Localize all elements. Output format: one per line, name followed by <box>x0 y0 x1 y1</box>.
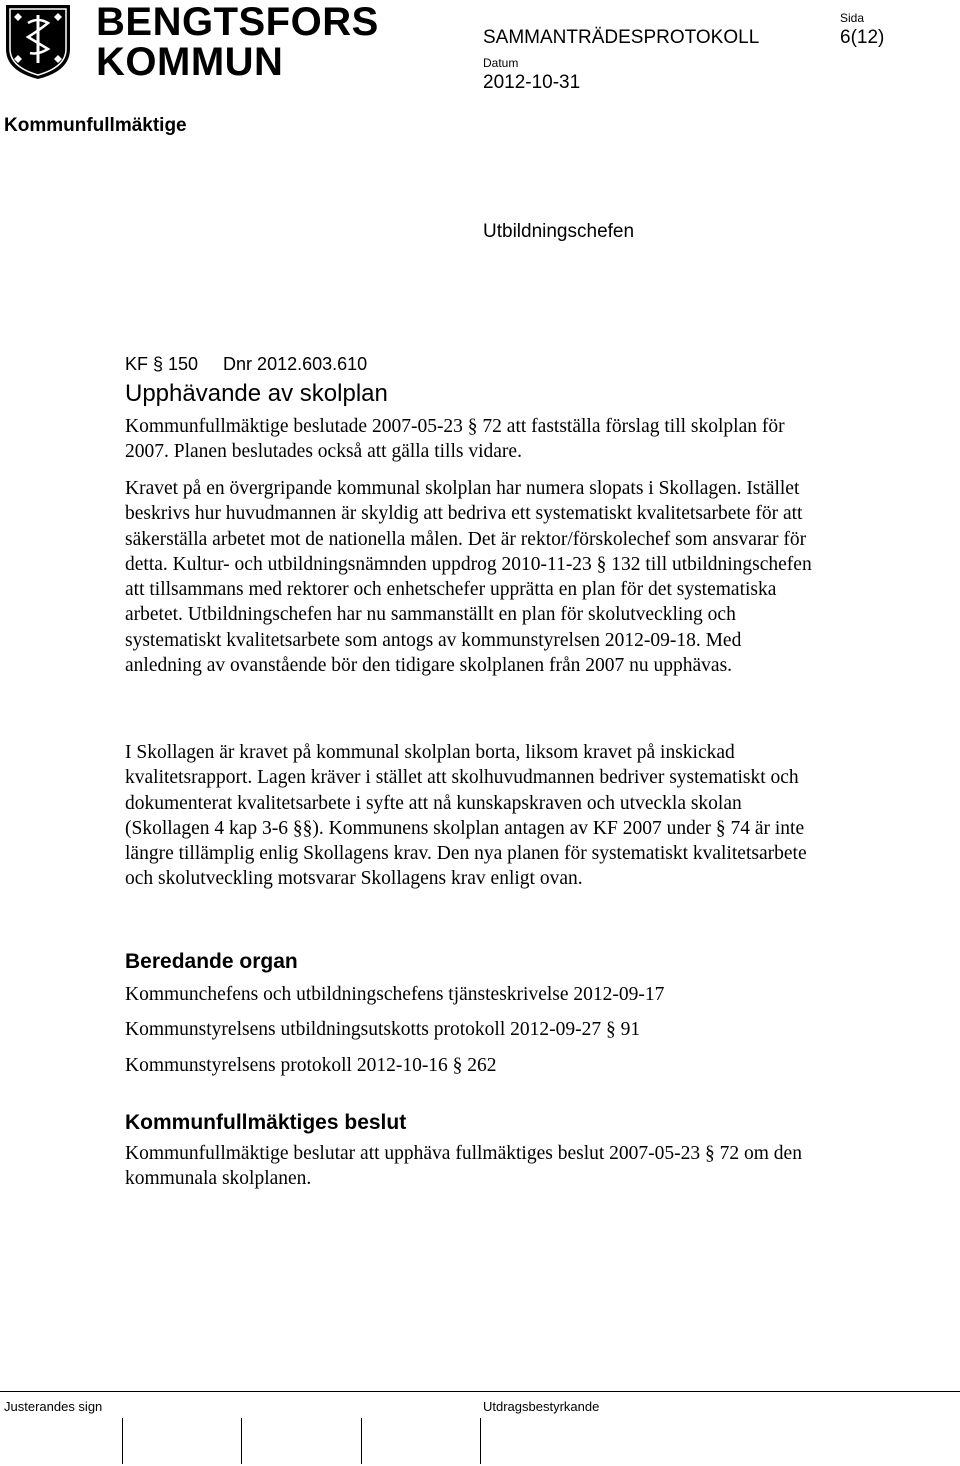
preparing-body-item: Kommunstyrelsens protokoll 2012-10-16 § 262 <box>125 1055 497 1076</box>
municipal-crest-logo <box>4 3 72 81</box>
organization-name-line1: BENGTSFORS <box>96 0 379 44</box>
document-type: SAMMANTRÄDESPROTOKOLL <box>483 27 760 48</box>
recipient: Utbildningschefen <box>483 221 635 242</box>
organization-name-line2: KOMMUN <box>96 40 284 84</box>
case-reference: KF § 150 Dnr 2012.603.610 <box>125 354 368 374</box>
page-number: 6(12) <box>840 27 885 48</box>
case-paragraph: Kravet på en övergripande kommunal skolplan har numera slopats i Skollagen. Istället beskrivs hur huvudmannen är skyldig att bedriva ett systematiskt kvalitetsarbete för att säkerställa arbetet mot de nationella målen. Det är rektor/förskolechef som ansvarar för detta. Kultur- och utbildningsnämnden uppdrog 2010-11-23 § 132 till utbildningschefen att tillsammans med rektorer och enhetschefer upprätta en plan för det systematiska arbetet. Utbildningschefen har nu sammanställt en plan för skolutveckling och systematiskt kvalitetsarbete som antogs av kommunstyrelsen 2012-09-18. Med anledning av ovanstående bör den tidigare skolplanen från 2007 nu upphävas. <box>125 478 812 677</box>
preparing-body-title: Beredande organ <box>125 950 298 973</box>
case-paragraph: Kommunfullmäktige beslutade 2007-05-23 § 72 att fastställa förslag till skolplan för 2007. Planen beslutades också att gälla tills vidare. <box>125 416 785 463</box>
case-title: Upphävande av skolplan <box>125 380 388 407</box>
decision-text: Kommunfullmäktige beslutar att upphäva fullmäktiges beslut 2007-05-23 § 72 om den kommunala skolplanen. <box>125 1143 802 1190</box>
signature-box-divider <box>480 1418 481 1464</box>
case-paragraph: I Skollagen är kravet på kommunal skolplan borta, liksom kravet på inskickad kvalitetsrapport. Lagen kräver i stället att skolhuvudmannen bedriver systematiskt och dokumenterat kvalitetsarbete i syfte att nå kunskapskraven och utveckla skolan (Skollagen 4 kap 3-6 §§). Kommunens skolplan antagen av KF 2007 under § 74 är inte längre tillämplig enlig Skollagens krav. Den nya planen för systematiskt kvalitetsarbete och skolutveckling motsvarar Skollagens krav enligt ovan. <box>125 742 807 890</box>
preparing-body-item: Kommunchefens och utbildningschefens tjänsteskrivelse 2012-09-17 <box>125 984 665 1005</box>
date-value: 2012-10-31 <box>483 72 581 93</box>
decision-title: Kommunfullmäktiges beslut <box>125 1111 407 1134</box>
governing-body-name: Kommunfullmäktige <box>4 115 187 136</box>
preparing-body-item: Kommunstyrelsens utbildningsutskotts protokoll 2012-09-27 § 91 <box>125 1019 641 1040</box>
excerpt-certification-label: Utdragsbestyrkande <box>483 1399 600 1414</box>
adjuster-signature-label: Justerandes sign <box>4 1399 103 1414</box>
footer-divider <box>0 1391 960 1392</box>
date-label: Datum <box>483 56 519 70</box>
signature-box-divider <box>241 1418 242 1464</box>
signature-box-divider <box>361 1418 362 1464</box>
signature-box-divider <box>122 1418 123 1464</box>
page-label: Sida <box>840 11 865 25</box>
